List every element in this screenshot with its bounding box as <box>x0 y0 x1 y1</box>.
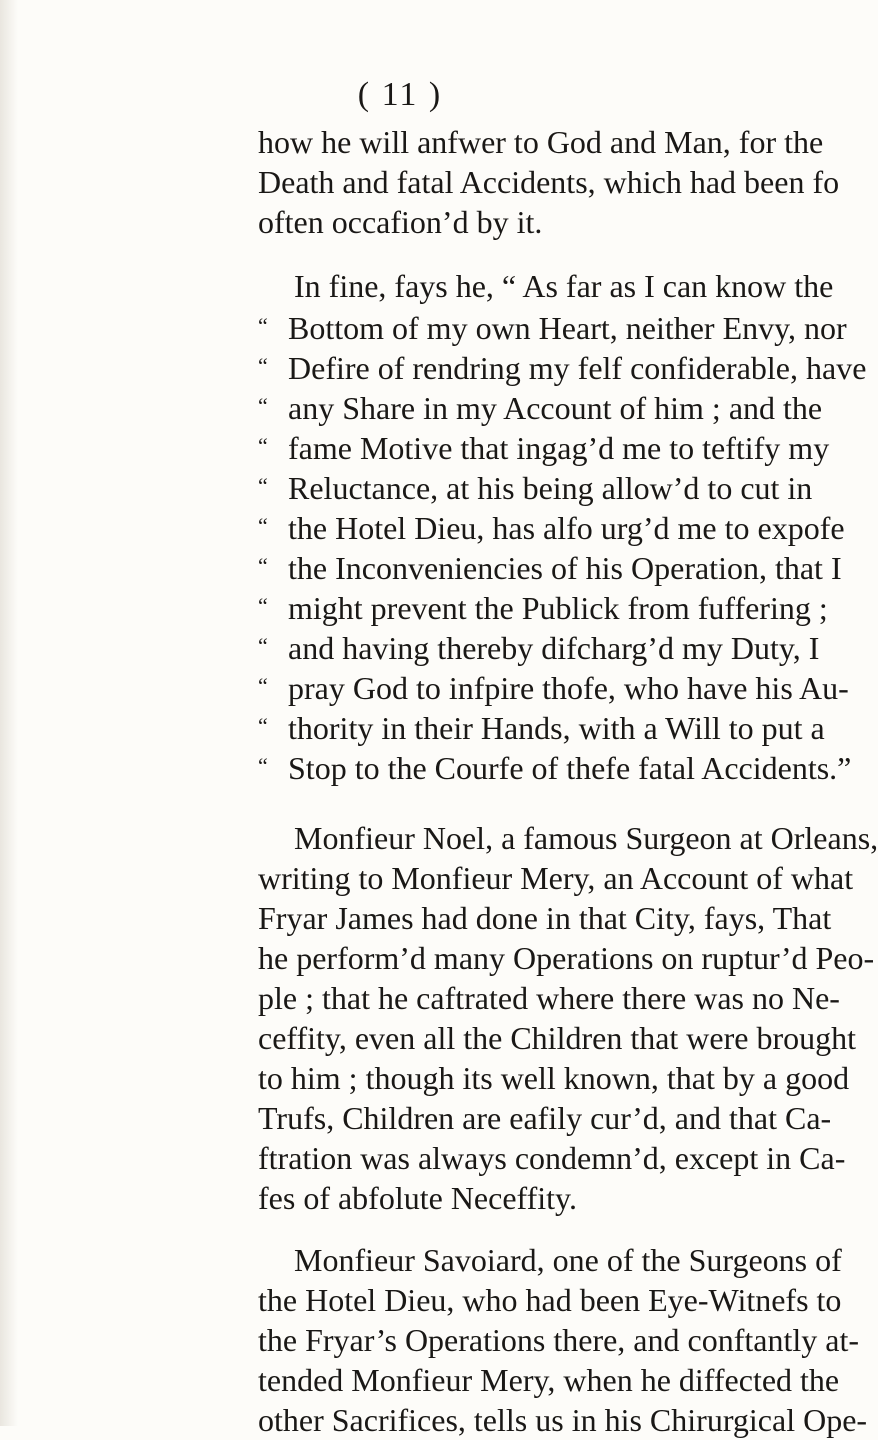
text-line: writing to Monfieur Mery, an Account of what <box>258 860 854 896</box>
text-line: “ might prevent the Publick from fuffering ; <box>258 590 828 626</box>
text-line: he perform’d many Operations on ruptur’d Peo- <box>258 940 875 976</box>
text-line: the Fryar’s Operations there, and conftantly at- <box>258 1322 859 1358</box>
text-line: “ Stop to the Courfe of thefe fatal Accidents.” <box>258 750 852 786</box>
text-line: Monfieur Noel, a famous Surgeon at Orleans, <box>294 820 878 856</box>
page-edge-shadow <box>0 0 18 1426</box>
page-number: ( 11 ) <box>357 76 443 113</box>
text-line: often occafion’d by it. <box>258 204 543 240</box>
text-line: ceffity, even all the Children that were brought <box>258 1020 857 1056</box>
text-line: “ the Inconveniencies of his Operation, that I <box>258 550 842 586</box>
text-line: ftration was always condemn’d, except in Ca- <box>258 1140 846 1176</box>
text-line: “ Bottom of my own Heart, neither Envy, nor <box>258 310 847 346</box>
text-line: fes of abfolute Neceffity. <box>258 1180 577 1216</box>
text-line: “ Defire of rendring my felf confiderable, have <box>258 350 867 386</box>
text-line: how he will anfwer to God and Man, for the <box>258 124 824 160</box>
text-line: In fine, fays he, “ As far as I can know the <box>294 268 834 304</box>
text-line: tended Monfieur Mery, when he diffected the <box>258 1362 840 1398</box>
text-line: Fryar James had done in that City, fays, That <box>258 900 832 936</box>
text-line: Trufs, Children are eafily cur’d, and that Ca- <box>258 1100 832 1136</box>
text-line: to him ; though its well known, that by a good <box>258 1060 850 1096</box>
text-line: “ pray God to infpire thofe, who have his Au- <box>258 670 849 706</box>
text-line: the Hotel Dieu, who had been Eye-Witnefs to <box>258 1282 842 1318</box>
text-line: Monfieur Savoiard, one of the Surgeons of <box>294 1242 842 1278</box>
text-line: “ thority in their Hands, with a Will to put a <box>258 710 825 746</box>
text-line: “ the Hotel Dieu, has alfo urg’d me to expofe <box>258 510 845 546</box>
text-line: Death and fatal Accidents, which had been fo <box>258 164 840 200</box>
text-line: “ and having thereby difcharg’d my Duty, I <box>258 630 820 666</box>
text-line: “ any Share in my Account of him ; and the <box>258 390 823 426</box>
text-line: “ fame Motive that ingag’d me to teftify my <box>258 430 830 466</box>
text-line: “ Reluctance, at his being allow’d to cut in <box>258 470 813 506</box>
text-line: other Sacrifices, tells us in his Chirurgical Ope- <box>258 1402 868 1438</box>
text-line: ple ; that he caftrated where there was no Ne- <box>258 980 840 1016</box>
